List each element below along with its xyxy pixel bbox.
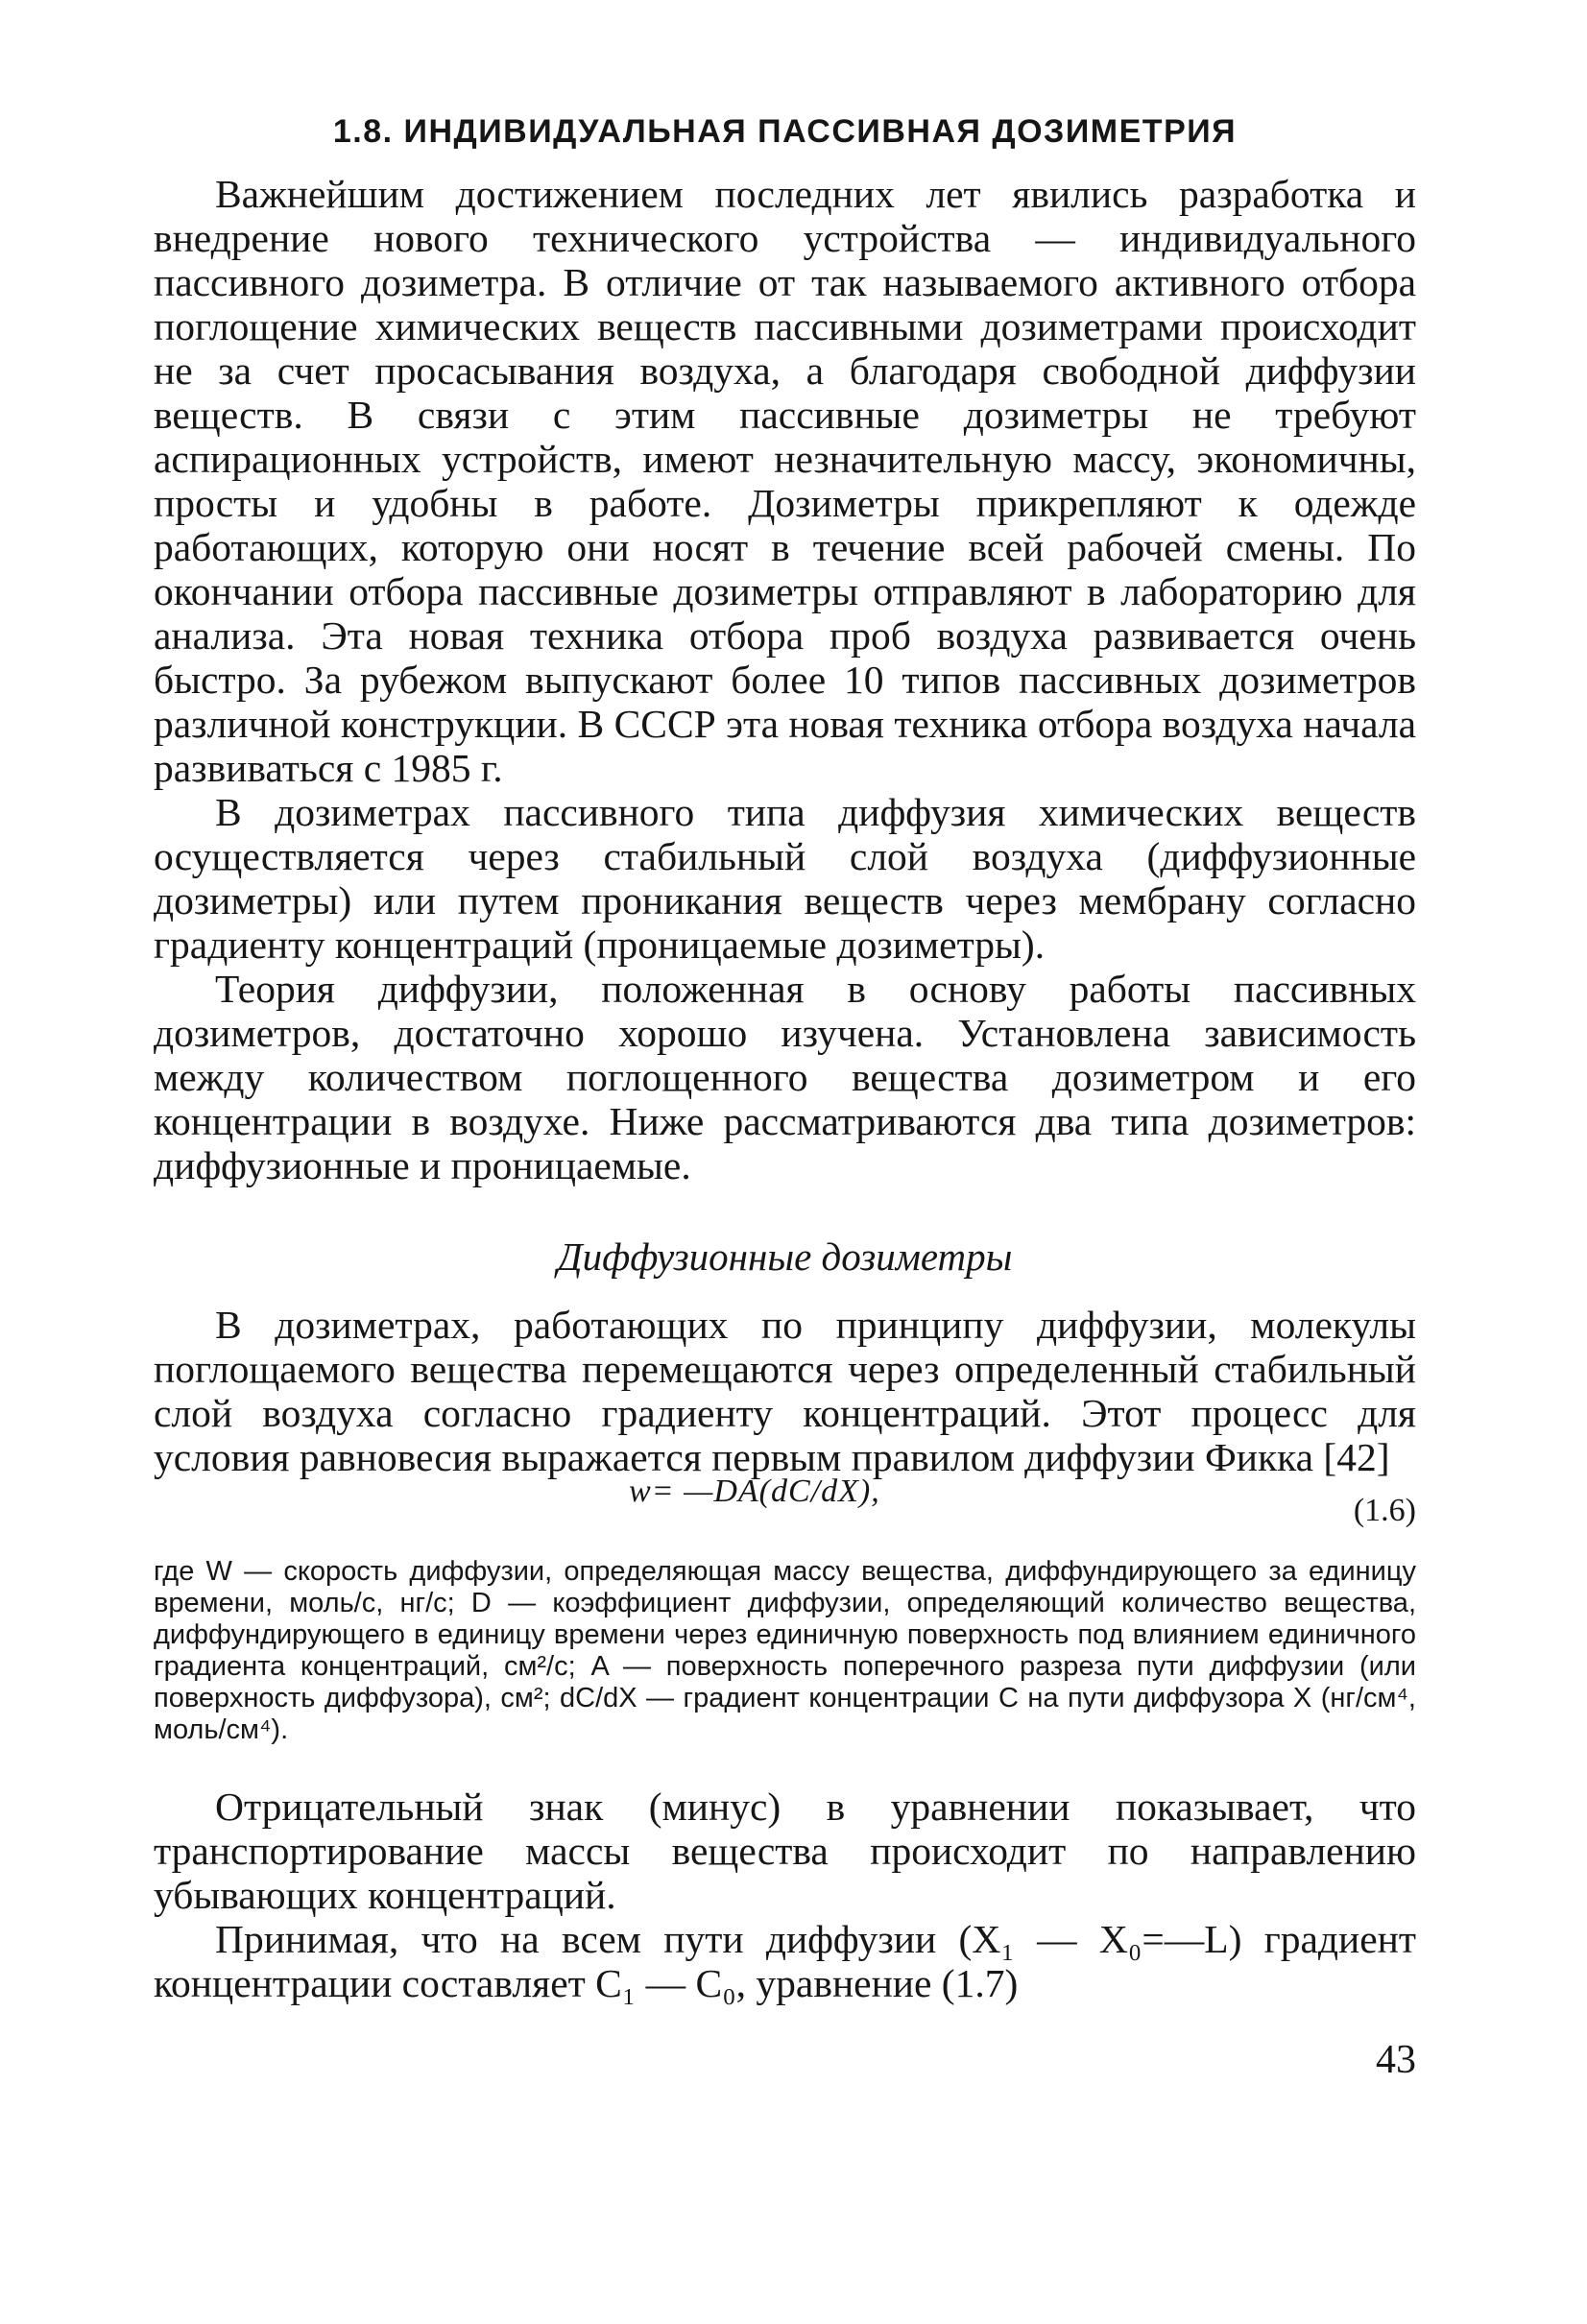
paragraph: Отрицательный знак (минус) в уравнении показывает, что транспортирование массы вещества происходит по направлению убывающих концентраций. <box>154 1785 1416 1917</box>
paragraph: В дозиметрах пассивного типа диффузия химических веществ осуществляется через стабильный слой воздуха (диффузионные дозиметры) или путем проникания веществ через мембрану согласно градиенту концентраций (проницаемые дозиметры). <box>154 790 1416 967</box>
equation: w= —DA(dC/dX), <box>629 1473 880 1509</box>
page-content <box>154 113 1416 2005</box>
equation-row <box>154 1473 1416 1537</box>
paragraph: Теория диффузии, положенная в основу работы пассивных дозиметров, достаточно хорошо изучена. Установлена зависимость между количеством поглощенного вещества дозиметром и его концентрации в воздухе. Ниже рассматриваются два типа дозиметров: диффузионные и проницаемые. <box>154 967 1416 1187</box>
variable-definitions: где W — скорость диффузии, определяющая массу вещества, диффундирующего за единицу времени, моль/с, нг/с; D — коэффициент диффузии, определяющий количество вещества, диффундирующего в единицу времени через единичную поверхность под влиянием единичного градиента концентраций, см²/с; A — поверхность поперечного разреза пути диффузии (или поверхность диффузора), см²; dC/dX — градиент концентрации C на пути диффузора X (нг/см⁴, моль/см⁴). <box>154 1556 1416 1745</box>
paragraph: Важнейшим достижением последних лет явились разработка и внедрение нового технического устройства — индивидуального пассивного дозиметра. В отличие от так называемого активного отбора поглощение химических веществ пассивными дозиметрами происходит не за счет просасывания воздуха, а благодаря свободной диффузии веществ. В связи с этим пассивные дозиметры не требуют аспирационных устройств, имеют незначительную массу, экономичны, просты и удобны в работе. Дозиметры прикрепляют к одежде работающих, которую они носят в течение всей рабочей смены. По окончании отбора пассивные дозиметры отправляют в лабораторию для анализа. Эта новая техника отбора проб воздуха развивается очень быстро. За рубежом выпускают более 10 типов пассивных дозиметров различной конструкции. В СССР эта новая техника отбора воздуха начала развиваться с 1985 г. <box>154 172 1416 790</box>
paragraph: В дозиметрах, работающих по принципу диффузии, молекулы поглощаемого вещества перемещаются через определенный стабильный слой воздуха согласно градиенту концентраций. Этот процесс для условия равновесия выражается первым правилом диффузии Фикка [42] <box>154 1303 1416 1479</box>
paragraph: Принимая, что на всем пути диффузии (X₁ — X₀=—L) градиент концентрации составляет C₁ — C₀, уравнение (1.7) <box>154 1917 1416 2005</box>
section-heading: 1.8. ИНДИВИДУАЛЬНАЯ ПАССИВНАЯ ДОЗИМЕТРИЯ <box>332 113 1238 150</box>
page-number: 43 <box>1376 2038 1416 2082</box>
equation-number: (1.6) <box>1353 1493 1416 1528</box>
subsection-heading: Диффузионные дозиметры <box>557 1234 1013 1279</box>
